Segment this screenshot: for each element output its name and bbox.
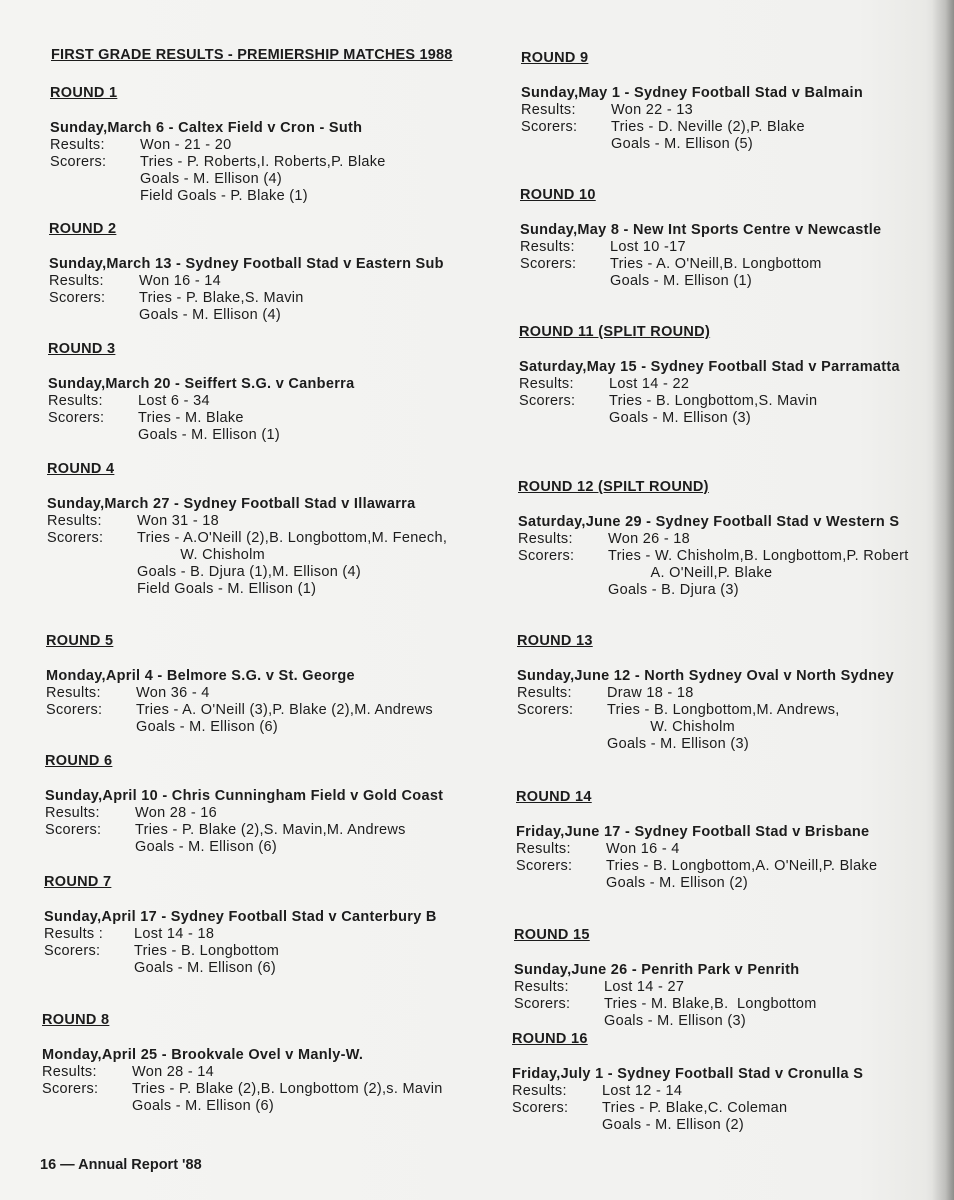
scorer-line: Tries - A.O'Neill (2),B. Longbottom,M. Fenech, — [137, 530, 448, 546]
scorer-line: Tries - A. O'Neill,B. Longbottom — [610, 256, 822, 272]
results-row — [518, 531, 909, 548]
match-heading: Monday,April 4 - Belmore S.G. v St. George — [46, 668, 355, 684]
scorer-line: Tries - D. Neville (2),P. Blake — [611, 119, 805, 135]
round-title: ROUND 12 (SPILT ROUND) — [518, 479, 709, 495]
match-heading: Saturday,June 29 - Sydney Football Stad v Western S — [518, 514, 900, 530]
scorer-line: Tries - P. Roberts,I. Roberts,P. Blake — [140, 154, 386, 170]
results-row — [519, 376, 900, 393]
scorer-line: W. Chisholm — [137, 547, 265, 563]
scorers-row — [521, 119, 863, 136]
results-row — [49, 273, 444, 290]
scorer-line: Tries - P. Blake (2),B. Longbottom (2),s. Mavin — [132, 1081, 443, 1097]
scorer-line: Tries - B. Longbottom,M. Andrews, — [607, 702, 840, 718]
match-heading: Friday,July 1 - Sydney Football Stad v Cronulla S — [512, 1066, 864, 1082]
scorer-line: Tries - B. Longbottom,A. O'Neill,P. Blake — [606, 858, 878, 874]
scorers-row — [47, 530, 447, 547]
match-heading: Sunday,March 20 - Seiffert S.G. v Canberra — [48, 376, 355, 392]
round-block — [46, 633, 433, 736]
scorers-row — [45, 822, 443, 839]
scorers-row — [50, 154, 386, 171]
scorers-row — [519, 393, 900, 410]
match-heading: Sunday,May 1 - Sydney Football Stad v Balmain — [521, 85, 863, 101]
round-title: ROUND 4 — [47, 461, 115, 477]
round-block — [47, 461, 447, 598]
match-heading: Friday,June 17 - Sydney Football Stad v Brisbane — [516, 824, 870, 840]
round-block — [45, 753, 443, 856]
scorer-line: Goals - M. Ellison (6) — [132, 1098, 274, 1114]
result-value: Lost 12 - 14 — [602, 1083, 683, 1099]
scorers-row — [516, 858, 877, 875]
results-label: Results: — [45, 805, 100, 821]
match-heading: Sunday,June 26 - Penrith Park v Penrith — [514, 962, 800, 978]
scorer-line: Goals - M. Ellison (5) — [611, 136, 753, 152]
results-label: Results: — [49, 273, 104, 289]
scorers-label: Scorers: — [45, 822, 102, 838]
round-block — [516, 789, 877, 892]
match-heading: Sunday,May 8 - New Int Sports Centre v Newcastle — [520, 222, 882, 238]
results-row — [50, 137, 386, 154]
scorer-line: Goals - M. Ellison (6) — [136, 719, 278, 735]
scorer-line: Tries - B. Longbottom,S. Mavin — [609, 393, 818, 409]
scorers-row — [518, 548, 909, 565]
scorers-label: Scorers: — [512, 1100, 569, 1116]
scorer-line: Goals - M. Ellison (2) — [606, 875, 748, 891]
scorer-line: Field Goals - M. Ellison (1) — [137, 581, 317, 597]
results-row — [520, 239, 881, 256]
scorers-label: Scorers: — [516, 858, 573, 874]
match-heading: Sunday,April 17 - Sydney Football Stad v Canterbury B — [44, 909, 437, 925]
results-row — [48, 393, 354, 410]
scorers-label: Scorers: — [519, 393, 576, 409]
scorers-label: Scorers: — [48, 410, 105, 426]
scorers-row — [512, 1100, 863, 1117]
round-block — [517, 633, 894, 753]
scorers-label: Scorers: — [50, 154, 107, 170]
results-label: Results: — [46, 685, 101, 701]
scorer-line: Goals - M. Ellison (4) — [139, 307, 281, 323]
scorers-label: Scorers: — [518, 548, 575, 564]
scorer-line: W. Chisholm — [607, 719, 735, 735]
result-value: Won 26 - 18 — [608, 531, 691, 547]
round-title: ROUND 3 — [48, 341, 116, 357]
match-heading: Sunday,March 27 - Sydney Football Stad v Illawarra — [47, 496, 416, 512]
result-value: Lost 6 - 34 — [138, 393, 210, 409]
scorers-label: Scorers: — [520, 256, 577, 272]
scorers-row — [46, 702, 433, 719]
round-block — [520, 187, 881, 290]
match-heading: Sunday,March 6 - Caltex Field v Cron - Suth — [50, 120, 363, 136]
results-row — [44, 926, 437, 943]
scorers-row — [44, 943, 437, 960]
page-footer: 16 — Annual Report '88 — [40, 1157, 202, 1173]
round-block — [48, 341, 354, 444]
scorers-label: Scorers: — [42, 1081, 99, 1097]
page-title: FIRST GRADE RESULTS - PREMIERSHIP MATCHES 1988 — [51, 47, 453, 63]
match-heading: Monday,April 25 - Brookvale Ovel v Manly-W. — [42, 1047, 364, 1063]
scorer-line: Tries - P. Blake,S. Mavin — [139, 290, 304, 306]
round-block — [49, 221, 444, 324]
result-value: Lost 14 - 18 — [134, 926, 215, 942]
scorer-line: A. O'Neill,P. Blake — [608, 565, 773, 581]
results-label: Results: — [519, 376, 574, 392]
scorers-label: Scorers: — [47, 530, 104, 546]
scorer-line: Goals - M. Ellison (3) — [607, 736, 749, 752]
result-value: Won 36 - 4 — [136, 685, 210, 701]
scorer-line: Goals - M. Ellison (3) — [609, 410, 751, 426]
results-label: Results : — [44, 926, 104, 942]
results-row — [45, 805, 443, 822]
round-title: ROUND 11 (SPLIT ROUND) — [519, 324, 711, 340]
round-title: ROUND 15 — [514, 927, 590, 943]
round-title: ROUND 9 — [521, 50, 589, 66]
results-label: Results: — [48, 393, 103, 409]
round-block — [42, 1012, 443, 1115]
scorers-row — [49, 290, 444, 307]
results-row — [517, 685, 894, 702]
match-heading: Saturday,May 15 - Sydney Football Stad v Parramatta — [519, 359, 900, 375]
round-title: ROUND 5 — [46, 633, 114, 649]
result-value: Lost 14 - 22 — [609, 376, 690, 392]
scorer-line: Goals - M. Ellison (2) — [602, 1117, 744, 1133]
result-value: Won 31 - 18 — [137, 513, 220, 529]
result-value: Lost 10 -17 — [610, 239, 686, 255]
scorers-label: Scorers: — [517, 702, 574, 718]
scorer-line: Goals - M. Ellison (4) — [140, 171, 282, 187]
scorers-row — [517, 702, 894, 719]
round-block — [521, 50, 863, 153]
match-heading: Sunday,June 12 - North Sydney Oval v North Sydney — [517, 668, 895, 684]
result-value: Won 22 - 13 — [611, 102, 694, 118]
round-title: ROUND 13 — [517, 633, 593, 649]
scorers-label: Scorers: — [514, 996, 571, 1012]
scorers-label: Scorers: — [49, 290, 106, 306]
round-title: ROUND 7 — [44, 874, 112, 890]
result-value: Lost 14 - 27 — [604, 979, 685, 995]
results-row — [47, 513, 447, 530]
results-label: Results: — [520, 239, 575, 255]
results-label: Results: — [42, 1064, 97, 1080]
scorer-line: Goals - M. Ellison (1) — [610, 273, 752, 289]
result-value: Won 16 - 14 — [139, 273, 222, 289]
round-title: ROUND 16 — [512, 1031, 588, 1047]
round-block — [518, 479, 909, 599]
result-value: Won 16 - 4 — [606, 841, 680, 857]
scorer-line: Goals - M. Ellison (3) — [604, 1013, 746, 1029]
scorers-row — [520, 256, 881, 273]
round-block — [50, 85, 386, 205]
scorer-line: Field Goals - P. Blake (1) — [140, 188, 308, 204]
results-label: Results: — [512, 1083, 567, 1099]
result-value: Won 28 - 16 — [135, 805, 218, 821]
scorers-row — [48, 410, 354, 427]
round-title: ROUND 8 — [42, 1012, 110, 1028]
scorer-line: Tries - B. Longbottom — [134, 943, 280, 959]
results-label: Results: — [517, 685, 572, 701]
scorer-line: Goals - B. Djura (3) — [608, 582, 739, 598]
results-label: Results: — [514, 979, 569, 995]
scorer-line: Tries - A. O'Neill (3),P. Blake (2),M. Andrews — [136, 702, 433, 718]
scorers-label: Scorers: — [44, 943, 101, 959]
binding-shadow — [932, 0, 954, 1200]
round-title: ROUND 10 — [520, 187, 596, 203]
scorer-line: Tries - M. Blake — [138, 410, 244, 426]
scorers-row — [514, 996, 817, 1013]
result-value: Draw 18 - 18 — [607, 685, 694, 701]
results-row — [512, 1083, 863, 1100]
round-title: ROUND 1 — [50, 85, 118, 101]
scorer-line: Tries - P. Blake (2),S. Mavin,M. Andrews — [135, 822, 406, 838]
round-block — [512, 1031, 863, 1134]
scorer-line: Tries - W. Chisholm,B. Longbottom,P. Robert — [608, 548, 909, 564]
result-value: Won 28 - 14 — [132, 1064, 215, 1080]
match-heading: Sunday,April 10 - Chris Cunningham Field v Gold Coast — [45, 788, 444, 804]
round-block — [44, 874, 437, 977]
round-title: ROUND 2 — [49, 221, 117, 237]
results-row — [521, 102, 863, 119]
results-row — [46, 685, 433, 702]
results-label: Results: — [521, 102, 576, 118]
results-label: Results: — [518, 531, 573, 547]
round-block — [514, 927, 817, 1030]
results-row — [42, 1064, 443, 1081]
round-title: ROUND 6 — [45, 753, 113, 769]
results-label: Results: — [516, 841, 571, 857]
scorer-line: Goals - M. Ellison (6) — [134, 960, 276, 976]
scorer-line: Tries - M. Blake,B. Longbottom — [604, 996, 817, 1012]
match-heading: Sunday,March 13 - Sydney Football Stad v Eastern Sub — [49, 256, 444, 272]
results-row — [516, 841, 877, 858]
results-row — [514, 979, 817, 996]
results-label: Results: — [47, 513, 102, 529]
scorer-line: Goals - M. Ellison (6) — [135, 839, 277, 855]
scorers-label: Scorers: — [521, 119, 578, 135]
scorer-line: Goals - M. Ellison (1) — [138, 427, 280, 443]
scorer-line: Tries - P. Blake,C. Coleman — [602, 1100, 788, 1116]
scorers-label: Scorers: — [46, 702, 103, 718]
scorers-row — [42, 1081, 443, 1098]
results-label: Results: — [50, 137, 105, 153]
round-title: ROUND 14 — [516, 789, 592, 805]
round-block — [519, 324, 900, 427]
scorer-line: Goals - B. Djura (1),M. Ellison (4) — [137, 564, 362, 580]
result-value: Won - 21 - 20 — [140, 137, 232, 153]
